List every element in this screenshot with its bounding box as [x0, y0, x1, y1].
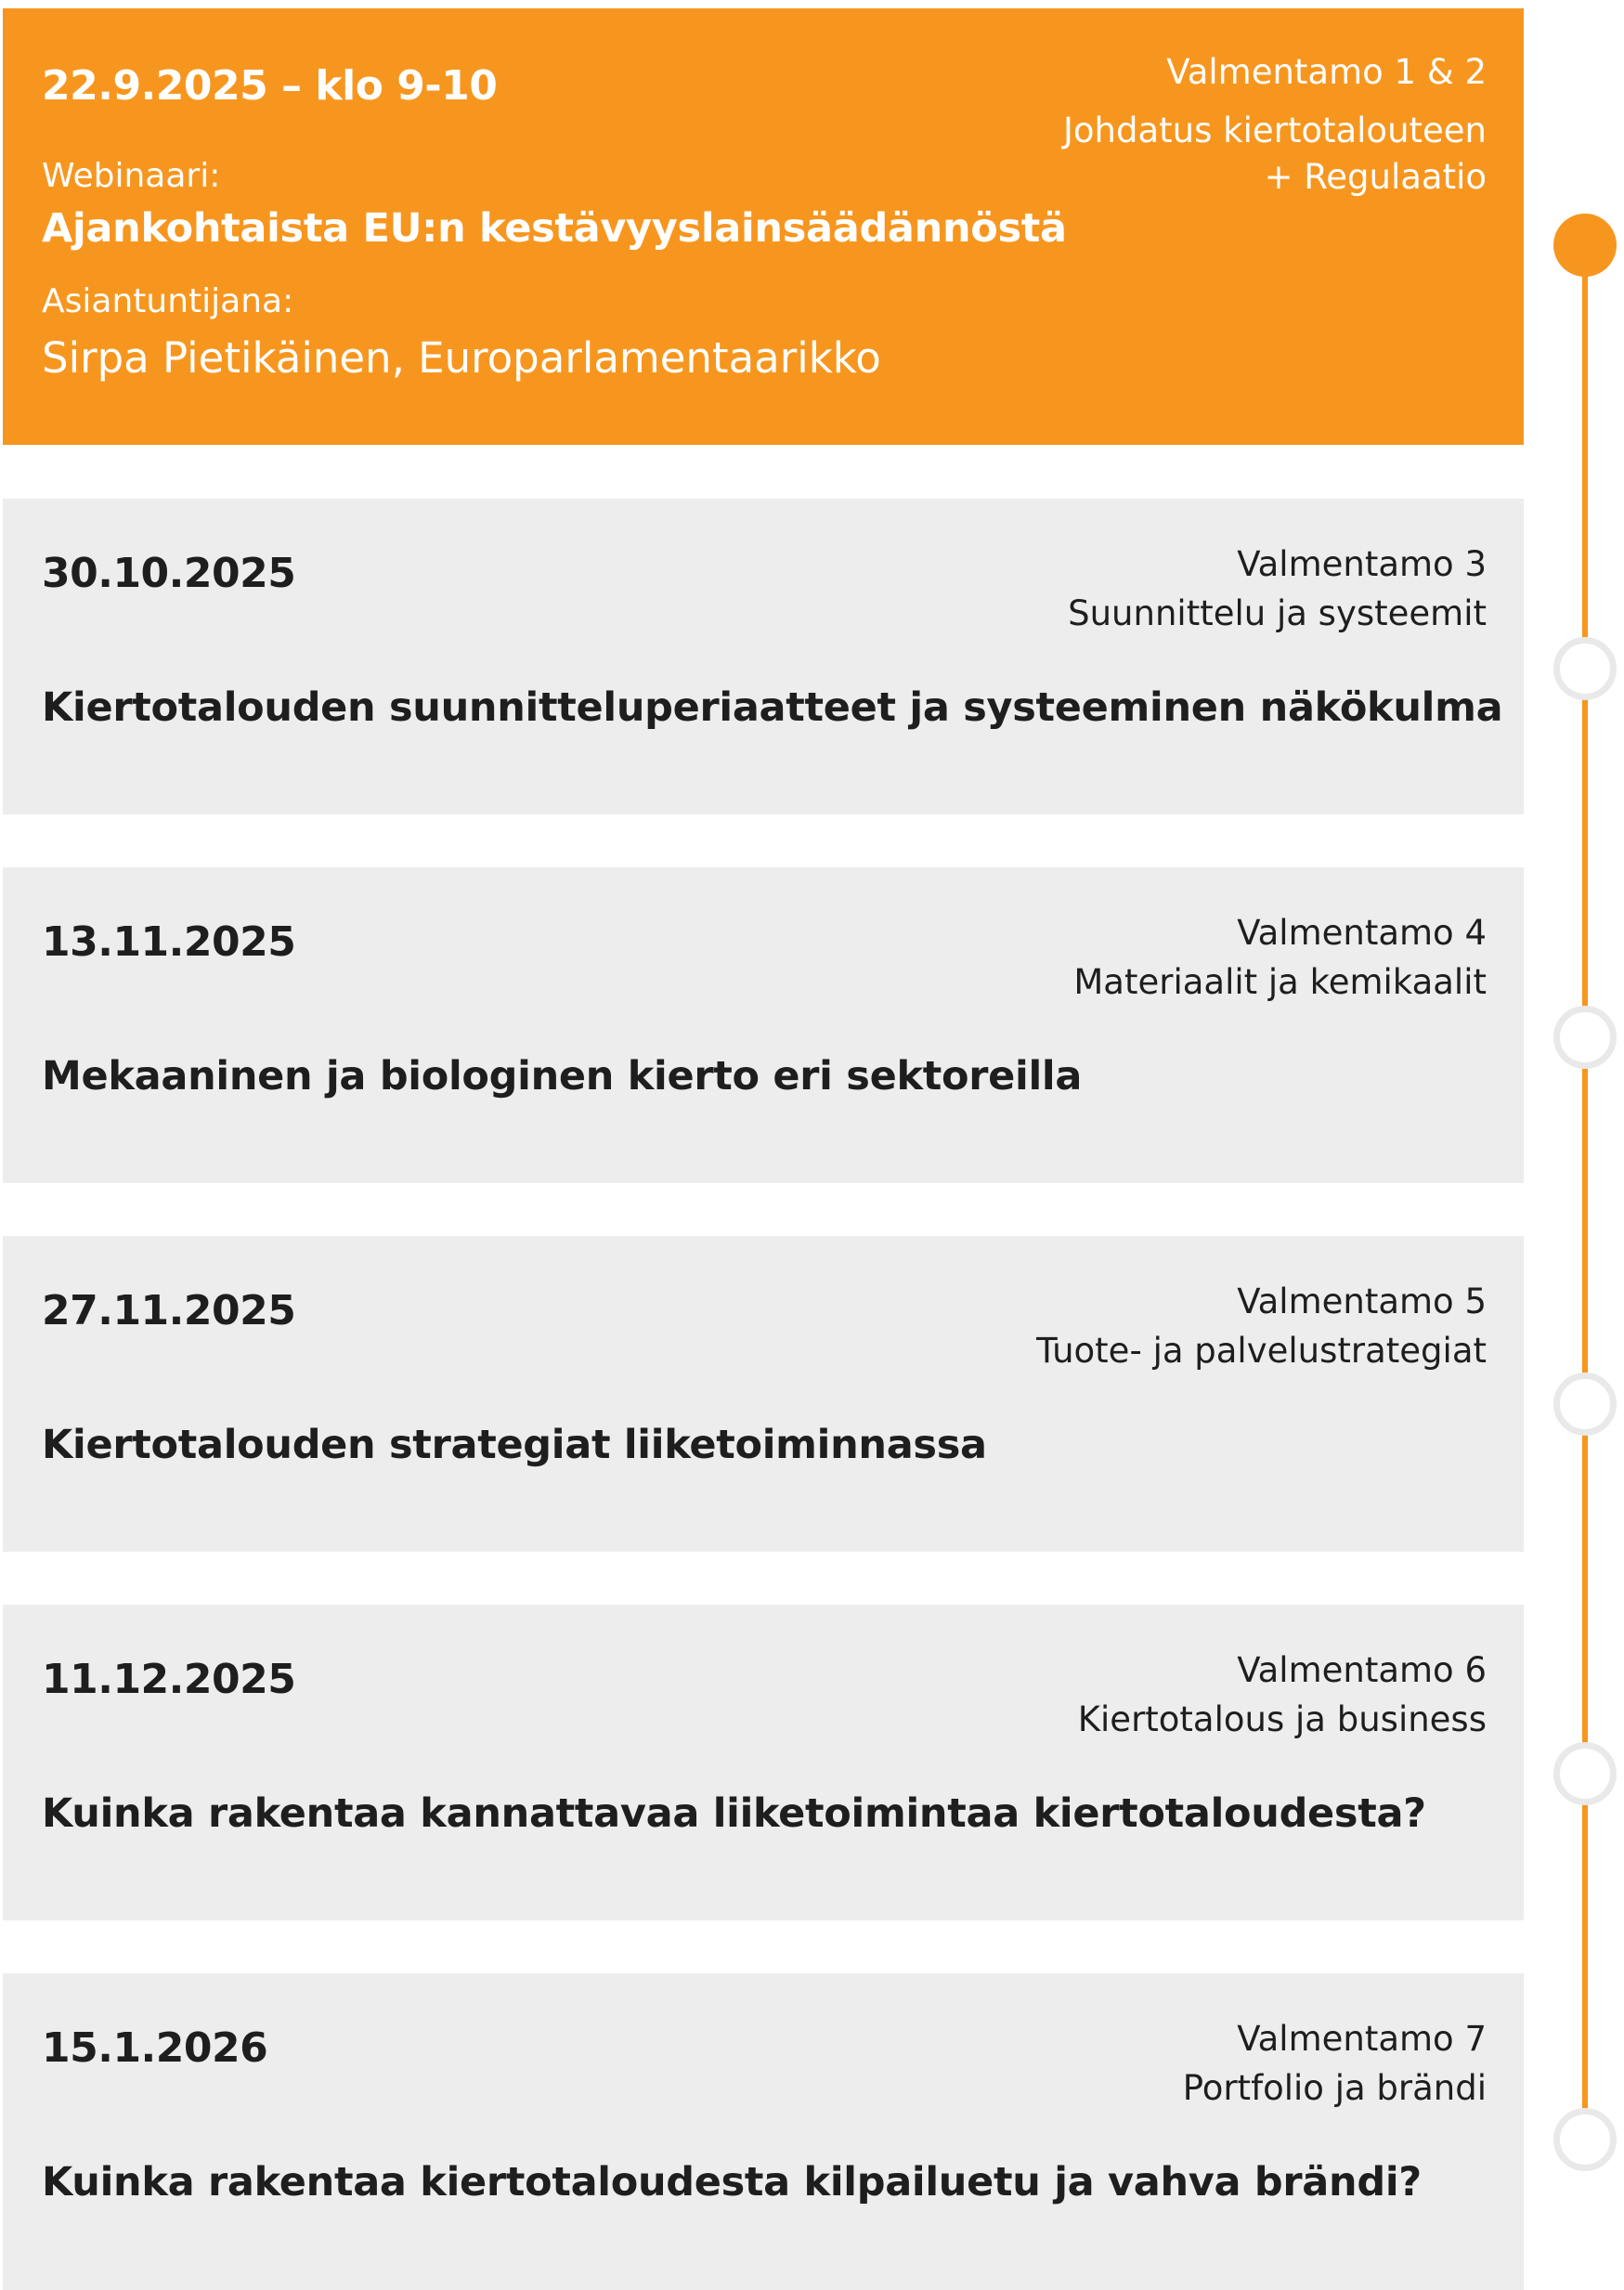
event-date: 30.10.2025: [42, 550, 296, 597]
timeline-line: [1582, 240, 1588, 2143]
event-date: 22.9.2025 – klo 9-10: [42, 62, 498, 110]
timeline-node: [1553, 1373, 1617, 1436]
event-title: Ajankohtaista EU:n kestävyyslainsäädännöstä: [42, 205, 1067, 252]
expert-name: Sirpa Pietikäinen, Europarlamentaarikko: [42, 333, 881, 383]
event-card: [3, 499, 1524, 814]
timeline-node-active: [1553, 214, 1617, 277]
event-title: Kiertotalouden suunnitteluperiaatteet ja systeeminen näkökulma: [42, 684, 1503, 731]
event-module: Valmentamo 1 & 2: [1166, 52, 1487, 92]
event-date: 11.12.2025: [42, 1656, 296, 1703]
event-card: [3, 1236, 1524, 1552]
event-card-webinar: [3, 8, 1524, 445]
event-module: Valmentamo 4: [1237, 913, 1487, 953]
event-topic-line-2: + Regulaatio: [1264, 157, 1487, 197]
event-topic-line-1: Johdatus kiertotalouteen: [1062, 111, 1487, 150]
event-date: 27.11.2025: [42, 1287, 296, 1334]
timeline-node: [1553, 1006, 1617, 1069]
event-date: 13.11.2025: [42, 918, 296, 966]
event-card: [3, 1973, 1524, 2290]
event-module: Valmentamo 5: [1237, 1282, 1487, 1321]
event-topic: Materiaalit ja kemikaalit: [1073, 962, 1487, 1002]
expert-label: Asiantuntijana:: [42, 282, 294, 320]
event-card: [3, 1605, 1524, 1920]
event-topic: Kiertotalous ja business: [1077, 1699, 1487, 1739]
event-title: Mekaaninen ja biologinen kierto eri sektoreilla: [42, 1053, 1083, 1099]
event-module: Valmentamo 3: [1237, 544, 1487, 584]
event-module: Valmentamo 6: [1237, 1650, 1487, 1690]
event-module: Valmentamo 7: [1237, 2019, 1487, 2059]
event-topic: Suunnittelu ja systeemit: [1068, 593, 1487, 633]
event-type-label: Webinaari:: [42, 157, 221, 195]
event-title: Kuinka rakentaa kannattavaa liiketoimintaa kiertotaloudesta?: [42, 1790, 1426, 1837]
event-title: Kuinka rakentaa kiertotaloudesta kilpailuetu ja vahva brändi?: [42, 2159, 1422, 2205]
timeline-node: [1553, 2108, 1617, 2171]
event-date: 15.1.2026: [42, 2024, 268, 2072]
event-card: [3, 867, 1524, 1183]
event-title: Kiertotalouden strategiat liiketoiminnassa: [42, 1422, 987, 1468]
event-topic: Portfolio ja brändi: [1182, 2068, 1487, 2108]
timeline-node: [1553, 1742, 1617, 1805]
timeline-node: [1553, 637, 1617, 700]
event-topic: Tuote- ja palvelustrategiat: [1036, 1331, 1487, 1371]
